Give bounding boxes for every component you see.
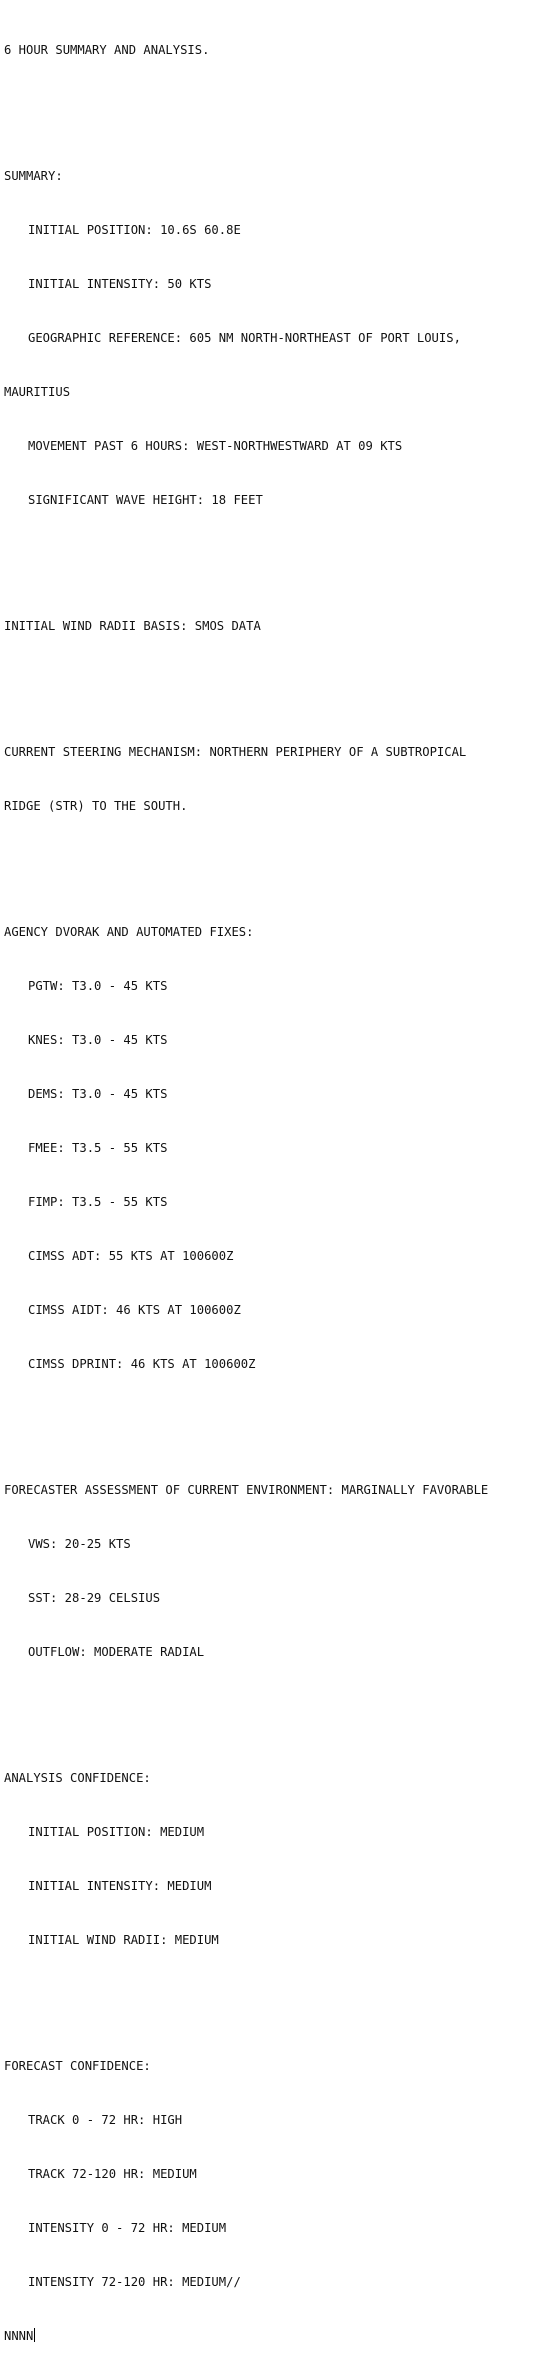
dvorak-fix: CIMSS ADT: 55 KTS AT 100600Z xyxy=(28,1249,234,1263)
analysis-confidence-heading: ANALYSIS CONFIDENCE: xyxy=(4,1771,151,1785)
dvorak-fix: FMEE: T3.5 - 55 KTS xyxy=(28,1141,168,1155)
summary-geographic-reference: GEOGRAPHIC REFERENCE: 605 NM NORTH-NORTHEAST OF PORT LOUIS, xyxy=(28,331,461,345)
summary-wave-height: SIGNIFICANT WAVE HEIGHT: 18 FEET xyxy=(28,493,263,507)
dvorak-fix: DEMS: T3.0 - 45 KTS xyxy=(28,1087,168,1101)
dvorak-fix: KNES: T3.0 - 45 KTS xyxy=(28,1033,168,1047)
report-title: 6 HOUR SUMMARY AND ANALYSIS. xyxy=(4,43,210,57)
summary-heading: SUMMARY: xyxy=(4,169,63,183)
dvorak-fix: CIMSS AIDT: 46 KTS AT 100600Z xyxy=(28,1303,241,1317)
blank-line xyxy=(4,1409,544,1427)
summary-movement: MOVEMENT PAST 6 HOURS: WEST-NORTHWESTWARD AT 09 KTS xyxy=(28,439,403,453)
summary-geographic-reference-cont: MAURITIUS xyxy=(4,385,71,399)
forecast-confidence-heading: FORECAST CONFIDENCE: xyxy=(4,2059,151,2073)
blank-line xyxy=(4,95,544,113)
blank-line xyxy=(4,851,544,869)
summary-initial-intensity: INITIAL INTENSITY: 50 KTS xyxy=(28,277,212,291)
forecast-confidence-intensity-0-72: INTENSITY 0 - 72 HR: MEDIUM xyxy=(28,2221,227,2235)
dvorak-fix: PGTW: T3.0 - 45 KTS xyxy=(28,979,168,993)
forecast-confidence-track-72-120: TRACK 72-120 HR: MEDIUM xyxy=(28,2167,197,2181)
analysis-confidence-wind-radii: INITIAL WIND RADII: MEDIUM xyxy=(28,1933,219,1947)
blank-line xyxy=(4,671,544,689)
environment-vws: VWS: 20-25 KTS xyxy=(28,1537,131,1551)
blank-line xyxy=(4,545,544,563)
analysis-confidence-position: INITIAL POSITION: MEDIUM xyxy=(28,1825,205,1839)
steering-mechanism-cont: RIDGE (STR) TO THE SOUTH. xyxy=(4,799,188,813)
dvorak-fix: CIMSS DPRINT: 46 KTS AT 100600Z xyxy=(28,1357,256,1371)
blank-line xyxy=(4,1697,544,1715)
environment-outflow: OUTFLOW: MODERATE RADIAL xyxy=(28,1645,205,1659)
summary-initial-position: INITIAL POSITION: 10.6S 60.8E xyxy=(28,223,241,237)
end-marker: NNNN xyxy=(4,2329,34,2343)
end-marker-line xyxy=(4,2327,544,2345)
text-document[interactable] xyxy=(4,5,544,2363)
analysis-confidence-intensity: INITIAL INTENSITY: MEDIUM xyxy=(28,1879,212,1893)
dvorak-fix: FIMP: T3.5 - 55 KTS xyxy=(28,1195,168,1209)
forecast-confidence-intensity-72-120: INTENSITY 72-120 HR: MEDIUM// xyxy=(28,2275,241,2289)
environment-heading: FORECASTER ASSESSMENT OF CURRENT ENVIRONMENT: MARGINALLY FAVORABLE xyxy=(4,1483,489,1497)
forecast-confidence-track-0-72: TRACK 0 - 72 HR: HIGH xyxy=(28,2113,183,2127)
steering-mechanism: CURRENT STEERING MECHANISM: NORTHERN PERIPHERY OF A SUBTROPICAL xyxy=(4,745,467,759)
dvorak-heading: AGENCY DVORAK AND AUTOMATED FIXES: xyxy=(4,925,254,939)
text-cursor xyxy=(34,2328,35,2342)
wind-radii-basis: INITIAL WIND RADII BASIS: SMOS DATA xyxy=(4,619,261,633)
environment-sst: SST: 28-29 CELSIUS xyxy=(28,1591,161,1605)
blank-line xyxy=(4,1985,544,2003)
